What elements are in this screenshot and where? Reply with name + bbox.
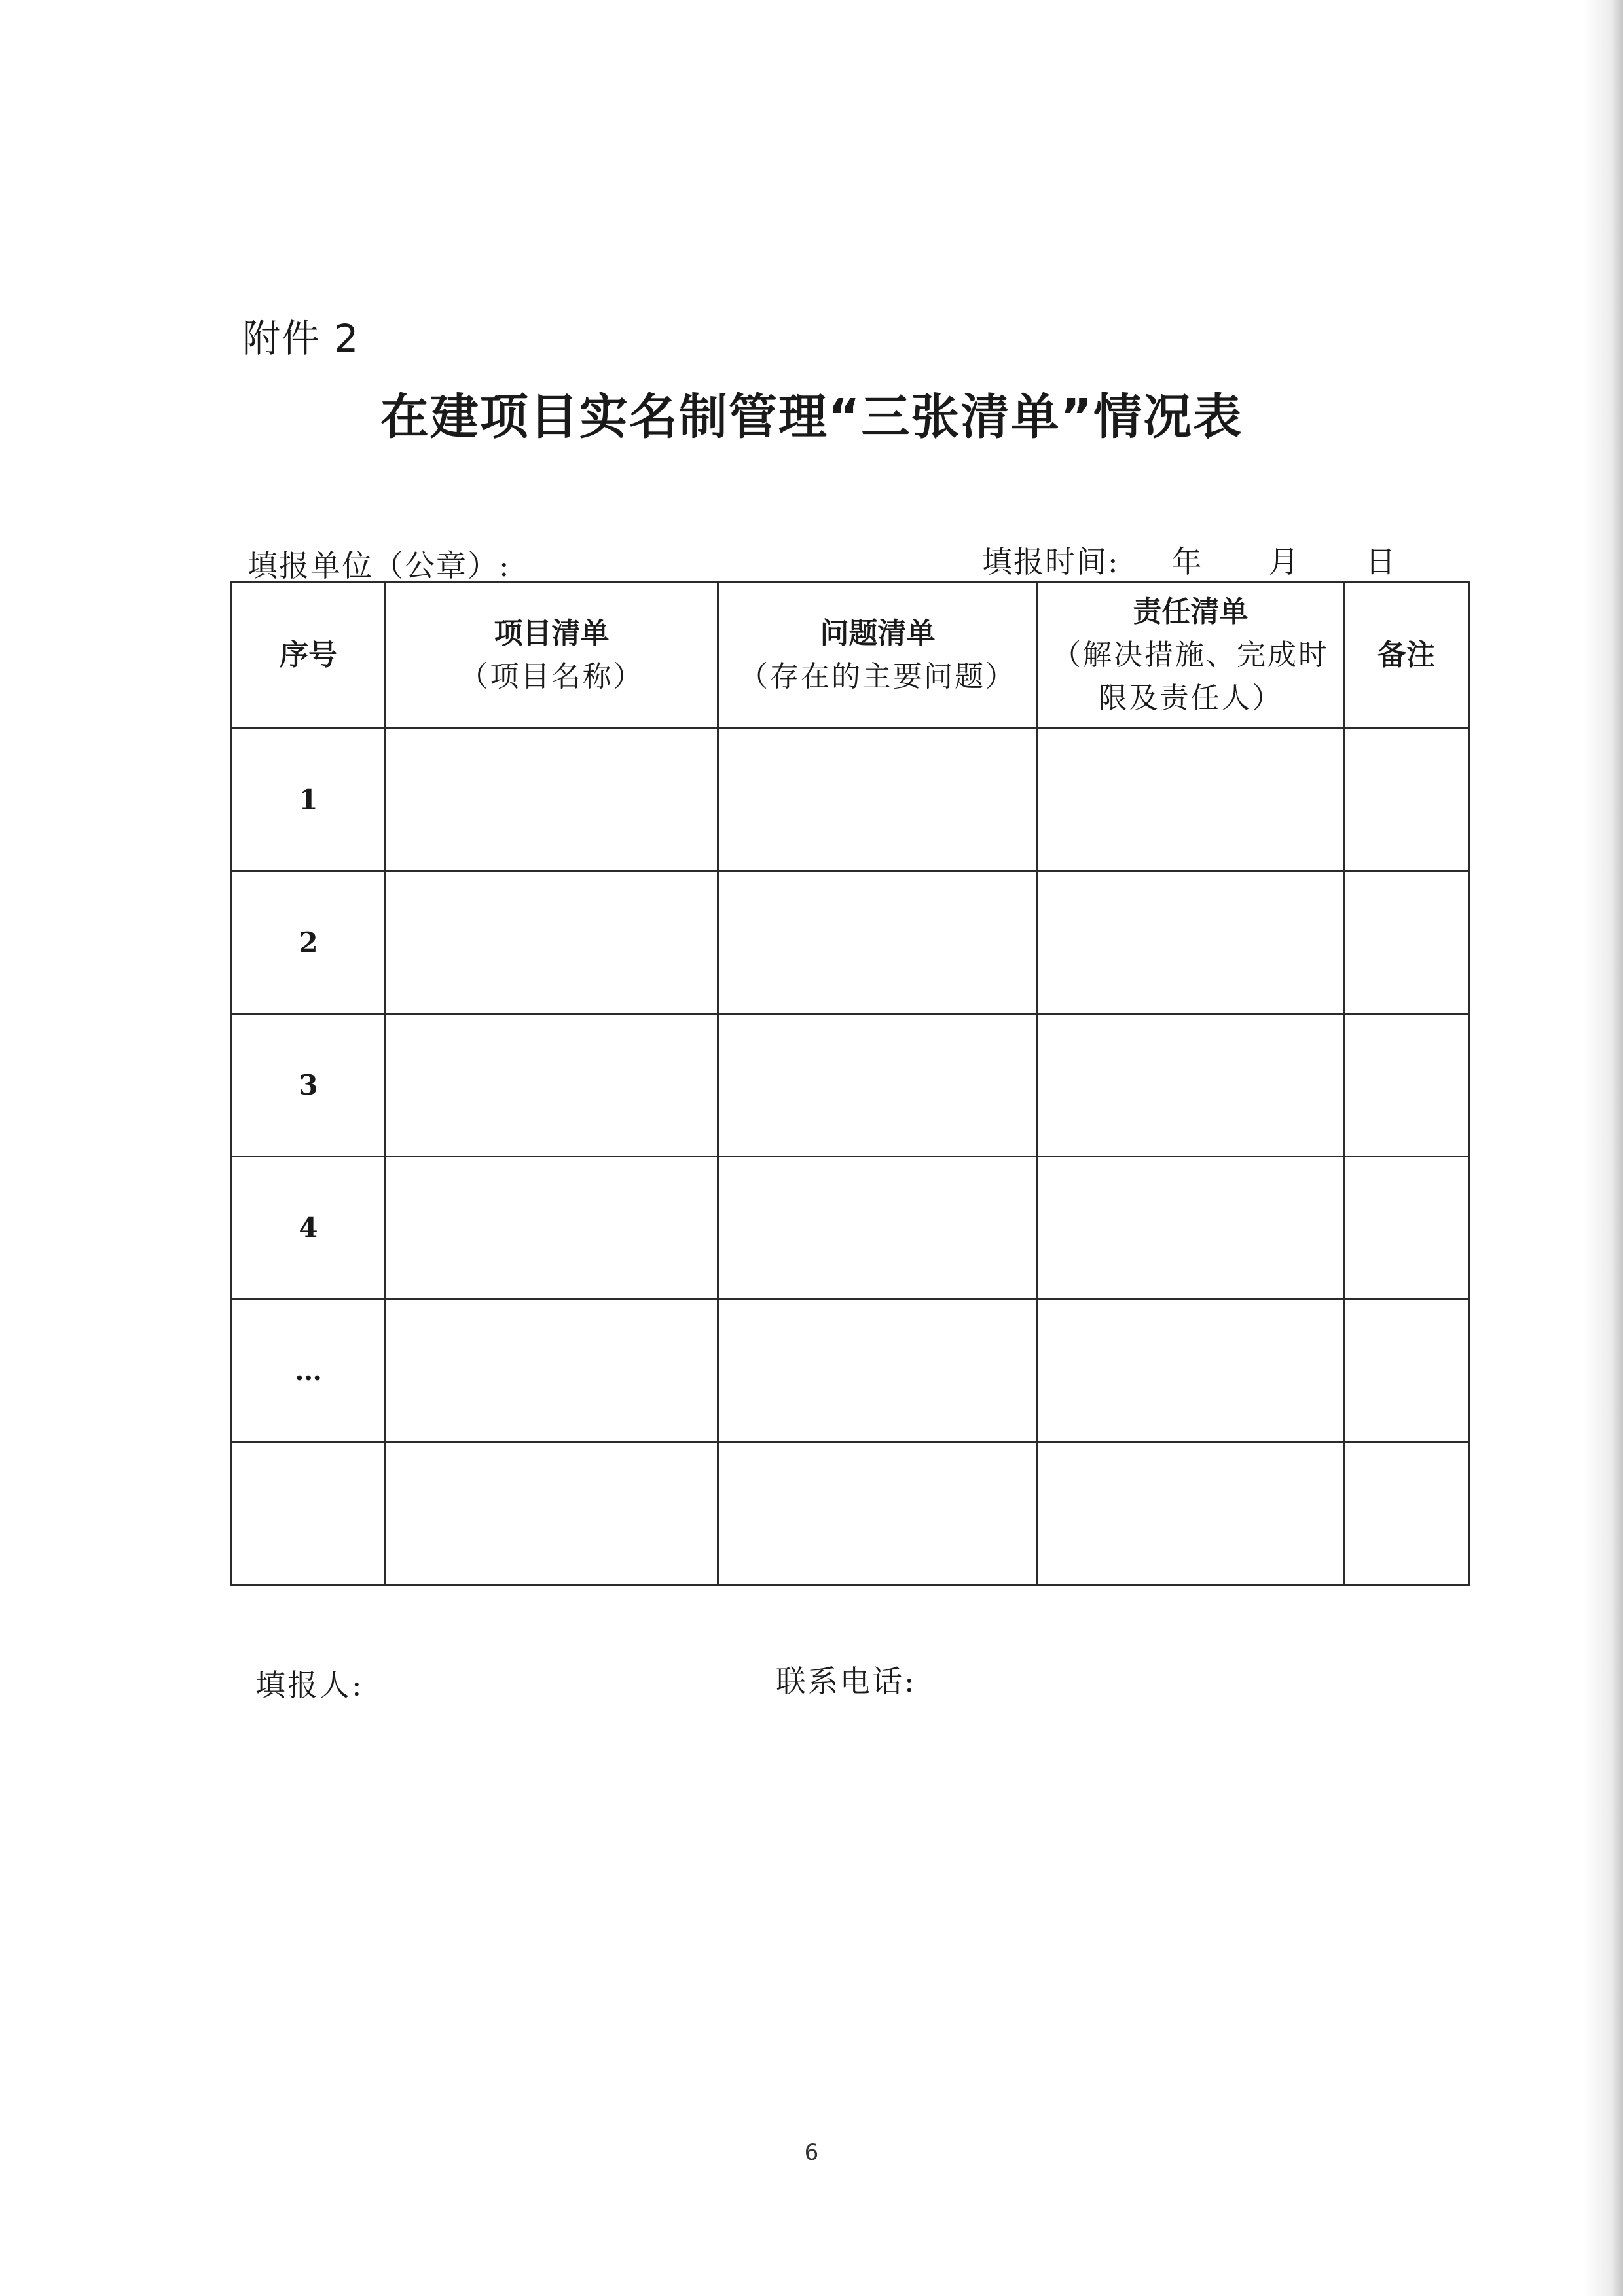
remarks-cell[interactable]: [1344, 1442, 1469, 1585]
table-row: [232, 1442, 1469, 1585]
date-month: 月: [1268, 544, 1300, 579]
responsibility-cell[interactable]: [1038, 1300, 1344, 1442]
problem-cell[interactable]: [718, 1014, 1038, 1157]
project-cell[interactable]: [386, 1300, 718, 1442]
header-title: 备注: [1377, 638, 1435, 672]
table-row: [232, 871, 1469, 1014]
fill-time-label: 填报时间:: [982, 544, 1120, 579]
header-title: 序号: [280, 638, 337, 672]
remarks-cell[interactable]: [1344, 871, 1469, 1014]
table-row: [232, 1157, 1469, 1300]
seq-cell: …: [232, 1300, 386, 1442]
header-subtitle: （项目名称）: [459, 660, 644, 693]
responsibility-cell[interactable]: [1038, 1014, 1344, 1157]
project-cell[interactable]: [386, 1014, 718, 1157]
remarks-cell[interactable]: [1344, 729, 1469, 871]
table-row: [232, 729, 1469, 871]
filler-label: 填报人:: [255, 1667, 364, 1703]
page-number: 6: [804, 2140, 819, 2166]
seq-cell: 4: [232, 1157, 386, 1300]
problem-cell[interactable]: [718, 871, 1038, 1014]
header-problem-list: [718, 583, 1038, 729]
three-lists-table: [230, 581, 1470, 1586]
seq-cell: 3: [232, 1014, 386, 1157]
document-title: 在建项目实名制管理“三张清单”情况表: [380, 389, 1243, 445]
project-cell[interactable]: [386, 1442, 718, 1585]
header-title: 问题清单: [820, 617, 936, 650]
seq-cell: [232, 1442, 386, 1585]
fill-time: [982, 538, 1397, 581]
table-header-row: [232, 583, 1469, 729]
problem-cell[interactable]: [718, 729, 1038, 871]
seq-cell: 2: [232, 871, 386, 1014]
project-cell[interactable]: [386, 1157, 718, 1300]
responsibility-cell[interactable]: [1038, 729, 1344, 871]
remarks-cell[interactable]: [1344, 1157, 1469, 1300]
problem-cell[interactable]: [718, 1442, 1038, 1585]
responsibility-cell[interactable]: [1038, 871, 1344, 1014]
scan-edge-shadow: [1584, 0, 1623, 2296]
project-cell[interactable]: [386, 729, 718, 871]
date-year: 年: [1171, 544, 1203, 579]
seq-cell: 1: [232, 729, 386, 871]
header-subtitle: （存在的主要问题）: [739, 660, 1016, 693]
project-cell[interactable]: [386, 871, 718, 1014]
fill-unit-label: 填报单位（公章）:: [247, 548, 511, 583]
responsibility-cell[interactable]: [1038, 1442, 1344, 1585]
header-subtitle: （解决措施、完成时限及责任人）: [1052, 638, 1329, 715]
responsibility-cell[interactable]: [1038, 1157, 1344, 1300]
header-seq: [232, 583, 386, 729]
table-row: [232, 1300, 1469, 1442]
remarks-cell[interactable]: [1344, 1014, 1469, 1157]
attachment-label: 附件 2: [242, 316, 360, 361]
table-row: [232, 1014, 1469, 1157]
header-title: 项目清单: [494, 617, 610, 650]
header-project-list: [386, 583, 718, 729]
contact-phone-label: 联系电话:: [776, 1664, 917, 1699]
problem-cell[interactable]: [718, 1300, 1038, 1442]
date-day: 日: [1365, 544, 1397, 579]
header-remarks: [1344, 583, 1469, 729]
remarks-cell[interactable]: [1344, 1300, 1469, 1442]
header-responsibility-list: [1038, 583, 1344, 729]
problem-cell[interactable]: [718, 1157, 1038, 1300]
header-title: 责任清单: [1133, 595, 1249, 629]
